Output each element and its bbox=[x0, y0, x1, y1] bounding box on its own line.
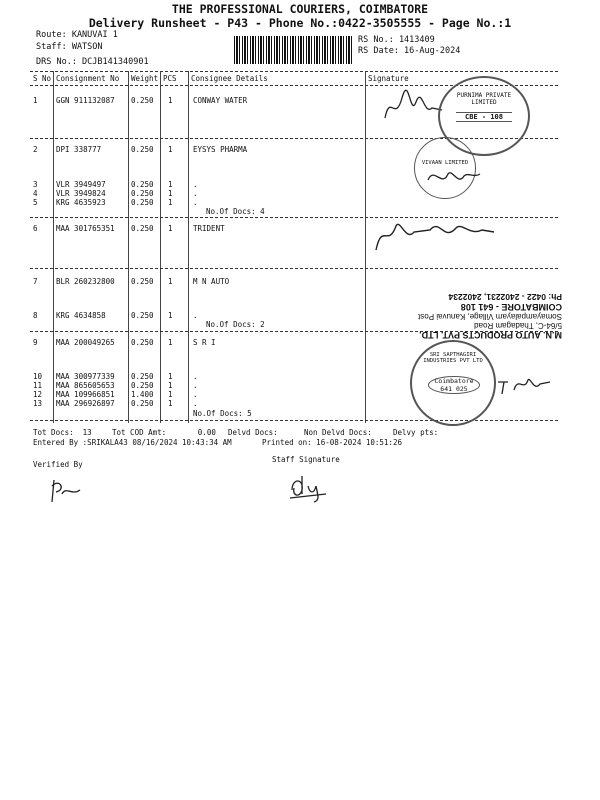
col-header-weight: Weight bbox=[131, 74, 159, 83]
cell-sno: 12 bbox=[33, 390, 43, 399]
mn-auto-address: 5/64-C, Thadagam Road bbox=[474, 321, 562, 330]
mn-auto-name: M.N. AUTO PRODUCTS PVT. LTD. bbox=[419, 330, 562, 340]
col-header-signature: Signature bbox=[368, 74, 409, 83]
cell-pcs: 1 bbox=[168, 198, 173, 207]
mn-auto-phone: Ph: 0422 - 2402231, 2402234 bbox=[448, 292, 562, 302]
cell-pcs: 1 bbox=[168, 390, 173, 399]
cell-pcs: 1 bbox=[168, 189, 173, 198]
cell-sno: 13 bbox=[33, 399, 43, 408]
signature-row6 bbox=[370, 212, 500, 256]
cell-pcs: 1 bbox=[168, 145, 173, 154]
printed-on: Printed on: 16-08-2024 10:51:26 bbox=[262, 438, 402, 447]
mn-auto-village: Somayampalayam Village, Kanuvai Post bbox=[418, 312, 562, 321]
docs-count: No.Of Docs: 4 bbox=[206, 207, 265, 216]
cell-pcs: 1 bbox=[168, 372, 173, 381]
cell-sno: 8 bbox=[33, 311, 38, 320]
signature-row2 bbox=[424, 162, 482, 192]
barcode bbox=[234, 36, 352, 64]
cell-details: . bbox=[193, 372, 198, 381]
cell-details: EYSYS PHARMA bbox=[193, 145, 248, 154]
mn-auto-city: COIMBATORE - 641 108 bbox=[460, 302, 562, 312]
cell-sno: 9 bbox=[33, 338, 38, 347]
staff-signature bbox=[286, 470, 330, 504]
col-sep-1 bbox=[53, 71, 54, 423]
staff-label: Staff: WATSON bbox=[36, 42, 103, 52]
stamp-mn-auto bbox=[362, 264, 562, 340]
cell-details: M N AUTO bbox=[193, 277, 230, 286]
cell-sno: 7 bbox=[33, 277, 38, 286]
cell-sno: 2 bbox=[33, 145, 38, 154]
col-header-details: Consignee Details bbox=[191, 74, 268, 83]
cell-details: . bbox=[193, 399, 198, 408]
cell-details: . bbox=[193, 198, 198, 207]
stamp-sri-sapthagiri bbox=[410, 340, 496, 426]
cell-details: . bbox=[193, 189, 198, 198]
cell-details: CONWAY WATER bbox=[193, 96, 248, 105]
cell-weight: 0.250 bbox=[131, 372, 154, 381]
non-delvd-docs: Non Delvd Docs: bbox=[304, 428, 372, 437]
cell-pcs: 1 bbox=[168, 399, 173, 408]
cell-sno: 5 bbox=[33, 198, 38, 207]
cell-pcs: 1 bbox=[168, 277, 173, 286]
col-sep-2 bbox=[128, 71, 129, 423]
tot-cod-amt: Tot COD Amt: 0.00 bbox=[112, 428, 216, 437]
cell-sno: 1 bbox=[33, 96, 38, 105]
cell-consignment: MAA 300977339 bbox=[56, 372, 115, 381]
cell-pcs: 1 bbox=[168, 338, 173, 347]
docs-count: No.Of Docs: 2 bbox=[206, 320, 265, 329]
stamp-purnima-text: PURNIMA PRIVATE LIMITED bbox=[456, 92, 512, 106]
cell-sno: 11 bbox=[33, 381, 43, 390]
cell-consignment: VLR 3949824 bbox=[56, 189, 106, 198]
cell-pcs: 1 bbox=[168, 96, 173, 105]
entered-by: Entered By :SRIKALA43 08/16/2024 10:43:34 AM bbox=[33, 438, 232, 447]
cell-weight: 0.250 bbox=[131, 338, 154, 347]
cell-weight: 0.250 bbox=[131, 96, 154, 105]
cell-consignment: MAA 301765351 bbox=[56, 224, 115, 233]
cell-pcs: 1 bbox=[168, 311, 173, 320]
cell-weight: 0.250 bbox=[131, 189, 154, 198]
stamp-purnima-center: CBE - 108 bbox=[456, 112, 512, 122]
cell-consignment: VLR 3949497 bbox=[56, 180, 106, 189]
cell-details: TRIDENT bbox=[193, 224, 225, 233]
cell-weight: 1.400 bbox=[131, 390, 154, 399]
verified-by-label: Verified By bbox=[33, 460, 83, 469]
col-sep-3 bbox=[160, 71, 161, 423]
col-header-consignment: Consignment No bbox=[56, 74, 120, 83]
drs-number: DRS No.: DCJB141340901 bbox=[36, 57, 149, 67]
cell-pcs: 1 bbox=[168, 224, 173, 233]
cell-details: . bbox=[193, 311, 198, 320]
cell-sno: 10 bbox=[33, 372, 43, 381]
tot-docs: Tot Docs: 13 bbox=[33, 428, 92, 437]
cell-weight: 0.250 bbox=[131, 399, 154, 408]
cell-details: . bbox=[193, 381, 198, 390]
table-top-rule bbox=[30, 71, 558, 72]
cell-weight: 0.250 bbox=[131, 381, 154, 390]
rs-date: RS Date: 16-Aug-2024 bbox=[358, 46, 461, 56]
runsheet-subtitle: Delivery Runsheet - P43 - Phone No.:0422-3505555 - Page No.:1 bbox=[88, 16, 512, 30]
cell-pcs: 1 bbox=[168, 381, 173, 390]
col-sep-5 bbox=[365, 71, 366, 423]
cell-consignment: MAA 109966851 bbox=[56, 390, 115, 399]
stamp-sri-text: SRI SAPTHAGIRI INDUSTRIES PVT LTD bbox=[423, 352, 483, 364]
cell-consignment: BLR 260232800 bbox=[56, 277, 115, 286]
cell-weight: 0.250 bbox=[131, 145, 154, 154]
cell-pcs: 1 bbox=[168, 180, 173, 189]
stamp-sri-center: Coimbatore 641 025 bbox=[428, 376, 480, 394]
cell-weight: 0.250 bbox=[131, 180, 154, 189]
delvy-pts: Delvy pts: bbox=[393, 428, 439, 437]
col-sep-4 bbox=[188, 71, 189, 423]
stamp-vivaan-text: VIVAAN LIMITED bbox=[421, 160, 469, 166]
cell-consignment: GGN 911132087 bbox=[56, 96, 115, 105]
delvd-docs: Delvd Docs: bbox=[228, 428, 278, 437]
cell-details: . bbox=[193, 180, 198, 189]
cell-sno: 3 bbox=[33, 180, 38, 189]
cell-sno: 4 bbox=[33, 189, 38, 198]
cell-consignment: KRG 4634858 bbox=[56, 311, 106, 320]
cell-weight: 0.250 bbox=[131, 277, 154, 286]
cell-consignment: MAA 296926897 bbox=[56, 399, 115, 408]
staff-signature-label: Staff Signature bbox=[272, 455, 340, 464]
cell-consignment: DPI 338777 bbox=[56, 145, 102, 154]
cell-sno: 6 bbox=[33, 224, 38, 233]
signature-row9 bbox=[494, 372, 554, 398]
cell-weight: 0.250 bbox=[131, 311, 154, 320]
table-bottom-rule bbox=[30, 420, 558, 421]
cell-consignment: KRG 4635923 bbox=[56, 198, 106, 207]
verified-signature bbox=[44, 476, 84, 506]
route-label: Route: KANUVAI 1 bbox=[36, 30, 118, 40]
cell-consignment: MAA 865605653 bbox=[56, 381, 115, 390]
cell-consignment: MAA 200049265 bbox=[56, 338, 115, 347]
cell-weight: 0.250 bbox=[131, 224, 154, 233]
col-header-pcs: PCS bbox=[163, 74, 177, 83]
docs-count: No.Of Docs: 5 bbox=[193, 409, 252, 418]
cell-details: S R I bbox=[193, 338, 216, 347]
rs-number: RS No.: 1413409 bbox=[358, 35, 435, 45]
company-title: THE PROFESSIONAL COURIERS, COIMBATORE bbox=[171, 2, 429, 16]
cell-details: . bbox=[193, 390, 198, 399]
cell-weight: 0.250 bbox=[131, 198, 154, 207]
col-header-sno: S No bbox=[33, 74, 52, 83]
